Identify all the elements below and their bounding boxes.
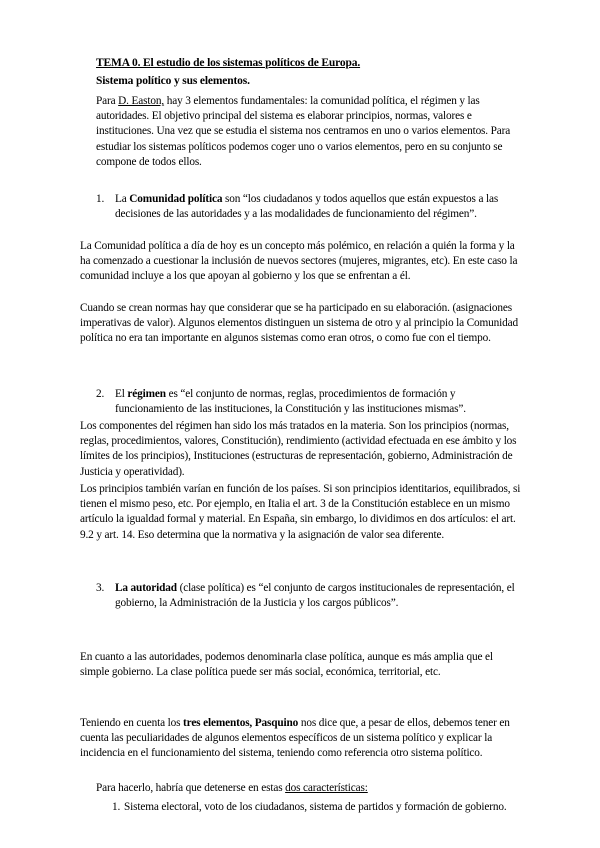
list-item-sistema-electoral: 1. Sistema electoral, voto de los ciudadanos, sistema de partidos y formación de gobierno. xyxy=(112,800,522,815)
section-subtitle: Sistema político y sus elementos. xyxy=(96,75,250,87)
list-number: 1. xyxy=(112,801,121,813)
paragraph: Teniendo en cuenta los tres elementos, Pasquino nos dice que, a pesar de ellos, debemos tener en cuenta las peculiaridades de algunos elementos específicos de un sistema político y explicar la incidencia en el funcionamiento del sistema, teniendo como referencia otro sistema político. xyxy=(80,717,510,760)
author-name: D. Easton, xyxy=(118,95,165,107)
term-bold: La autoridad xyxy=(115,582,177,594)
term-bold: tres elementos, Pasquino xyxy=(183,717,299,729)
paragraph: Los principios también varían en función de los países. Si son principios identitarios, equilibrados, si tienen el mismo peso, etc. Por ejemplo, en Italia el art. 3 de la Constitución establece en un mismo artículo la igualdad formal y material. En España, sin embargo, lo dividimos en dos artículos: el art. 9.2 y art. 14. Eso determina que la normativa y la asignación de valor sea diferente. xyxy=(80,483,521,541)
list-number: 1. xyxy=(96,193,105,205)
paragraph: Para hacerlo, habría que detenerse en estas dos características: xyxy=(96,782,368,794)
paragraph: En cuanto a las autoridades, podemos denominarla clase política, aunque es más amplia que el simple gobierno. La clase política puede ser más social, económica, territorial, etc. xyxy=(80,651,493,679)
list-item-comunidad: 1. La Comunidad política son “los ciudadanos y todos aquellos que están expuestos a las decisiones de las autoridades y a las modalidades de funcionamiento del régimen”. xyxy=(96,193,499,221)
list-number: 2. xyxy=(96,388,105,400)
paragraph: Los componentes del régimen han sido los más tratados en la materia. Son los principios (normas, reglas, procedimientos, valores, Constitución), rendimiento (actividad efectuada en ese ámbito y los límites de los principios), Instituciones (estructuras de representación, gobierno, Administración de Justicia y operatividad). xyxy=(80,420,517,478)
intro-paragraph: Para D. Easton, hay 3 elementos fundamentales: la comunidad política, el régimen y las autoridades. El objetivo principal del sistema es elaborar principios, normas, valores e instituciones. Una vez que se estudia el sistema nos centramos en uno o varios elementos. Para estudiar los sistemas políticos podemos coger uno o varios elementos, pero en su conjunto se compone de todos ellos. xyxy=(96,95,511,168)
list-item-autoridad: 3. La autoridad (clase política) es “el conjunto de cargos institucionales de representación, el gobierno, la Administración de la Justicia y los cargos públicos”. xyxy=(96,582,515,610)
term-bold: régimen xyxy=(127,388,166,400)
underlined-phrase: dos características: xyxy=(285,782,368,794)
term-bold: Comunidad política xyxy=(129,193,223,205)
document-title: TEMA 0. El estudio de los sistemas políticos de Europa. xyxy=(96,57,361,69)
paragraph: Cuando se crean normas hay que considerar que se ha participado en su elaboración. (asignaciones imperativas de valor). Algunos elementos distinguen un sistema de otro y al principio la Comunidad política no era tan importante en algunos sistemas como eran otros, o como fue con el tiempo. xyxy=(80,302,519,345)
paragraph: La Comunidad política a día de hoy es un concepto más polémico, en relación a quién la forma y la ha comenzado a cuestionar la inclusión de nuevos sectores (mujeres, migrantes, etc). En este caso la comunidad incluye a los que apoyan al gobierno y los que se enfrentan a él. xyxy=(80,240,518,283)
list-item-regimen: 2. El régimen es “el conjunto de normas, reglas, procedimientos de formación y funcionamiento de las instituciones, la Constitución y las instituciones mismas”. xyxy=(96,388,466,416)
list-number: 3. xyxy=(96,582,105,594)
